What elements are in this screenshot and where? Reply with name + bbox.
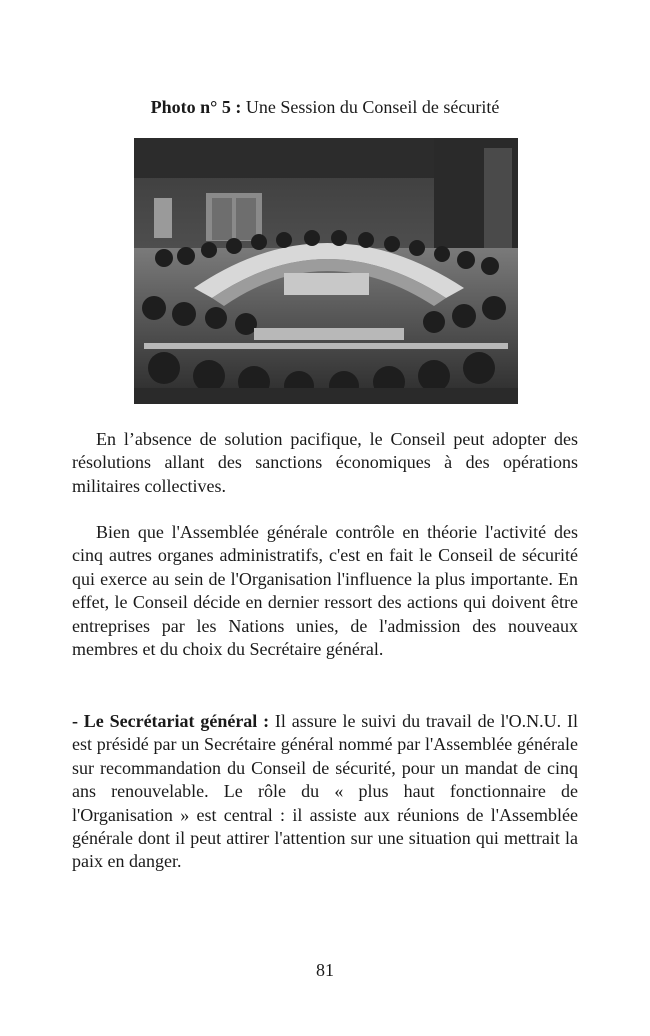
paragraph-2	[72, 521, 578, 661]
secretariat-heading: - Le Secrétariat général :	[72, 711, 270, 731]
paragraph-3	[72, 710, 578, 874]
paragraph-3-text: Il assure le suivi du travail de l'O.N.U. Il est présidé par un Secrétaire général nommé par l'Assemblée générale sur recommandation du Conseil de sécurité, pour un mandat de cinq ans renouvelable. Le rôle du « plus haut fonctionnaire de l'Organisation » est central : il assiste aux réunions de l'Assemblée générale dont il peut attirer l'attention sur une situation qui mettrait la paix en danger.	[72, 711, 578, 872]
paragraph-1	[72, 428, 578, 498]
photo-caption	[0, 96, 650, 118]
caption-label: Photo n° 5 :	[150, 97, 242, 117]
paragraph-2-text: Bien que l'Assemblée générale contrôle en théorie l'activité des cinq autres organes administratifs, c'est en fait le Conseil de sécurité qui exerce au sein de l'Organisation l'influence la plus importante. En effet, le Conseil décide en dernier ressort des actions qui doivent être entreprises par les Nations unies, de l'admission des nouveaux membres et du choix du Secrétaire général.	[72, 522, 578, 660]
caption-text: Une Session du Conseil de sécurité	[241, 97, 500, 117]
security-council-photo	[134, 138, 518, 404]
page-number: 81	[316, 960, 334, 980]
paragraph-1-text: En l’absence de solution pacifique, le Conseil peut adopter des résolutions allant des sanctions économiques à des opérations militaires collectives.	[72, 429, 578, 496]
